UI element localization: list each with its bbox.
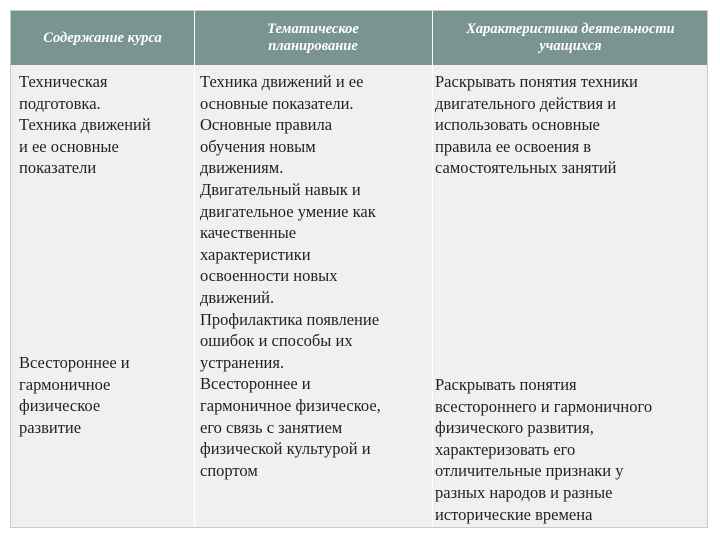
header-student-activity: Характеристика деятельности учащихся <box>466 21 675 54</box>
header-course-content: Содержание курса <box>43 29 162 46</box>
cell-course-technical: Техническая подготовка. Техника движений и ее основные показатели <box>19 72 151 178</box>
cell-activity-technical: Раскрывать понятия техники двигательного действия и использовать основные правила ее освоения в самостоятельных занятий <box>435 72 638 178</box>
cell-course-development: Всестороннее и гармоничное физическое развитие <box>19 353 130 437</box>
cell-thematic-planning: Техника движений и ее основные показатели. Основные правила обучения новым движениям. Двигательный навык и двигательное умение как качественные характеристики освоенности новых движений. Профилактика появление ошибок и способы их устранения. Всестороннее и гармоничное физическое, его связь с занятием физической культурой и спортом <box>200 72 381 480</box>
header-thematic-planning: Тематическое планирование <box>267 21 359 54</box>
table-header-row <box>11 11 707 65</box>
course-table <box>10 10 708 528</box>
column-divider-1 <box>194 11 195 527</box>
cell-activity-development: Раскрывать понятия всестороннего и гармоничного физического развития, характеризовать его отличительные признаки у разных народов и разные исторические времена <box>435 375 653 524</box>
column-divider-2 <box>432 11 433 527</box>
